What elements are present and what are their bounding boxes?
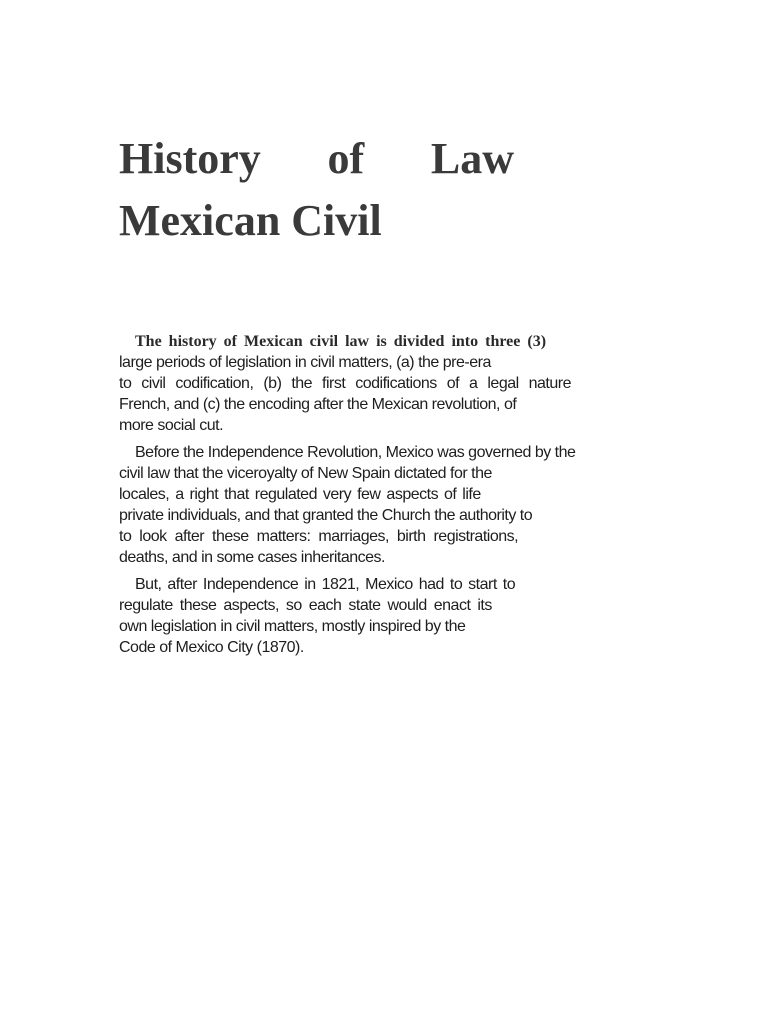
title-line-2: Mexican Civil: [119, 196, 382, 245]
text-line: regulate these aspects, so each state would enact its: [119, 597, 492, 614]
paragraph-2: [119, 442, 644, 568]
title-word: of: [327, 134, 365, 183]
text-line: to look after these matters: marriages, birth registrations,: [119, 528, 519, 545]
paragraph-1: [119, 331, 644, 436]
text-line: deaths, and in some cases inheritances.: [119, 549, 385, 566]
text-line: more social cut.: [119, 417, 224, 434]
text-line: Before the Independence Revolution, Mexico was governed by the: [135, 444, 576, 461]
text-line: But, after Independence in 1821, Mexico had to start to: [135, 576, 516, 593]
paragraph-3: [119, 574, 644, 658]
text-line: large periods of legislation in civil matters, (a) the pre-era: [119, 354, 491, 371]
title-word: Law: [430, 134, 514, 183]
text-line: French, and (c) the encoding after the Mexican revolution, of: [119, 396, 517, 413]
lead-line-text: The history of Mexican civil law is divided into three (3): [135, 333, 547, 350]
body-text: [119, 331, 644, 664]
text-line: civil law that the viceroyalty of New Spain dictated for the: [119, 465, 492, 482]
page-title: [119, 128, 519, 252]
text-line: private individuals, and that granted the Church the authority to: [119, 507, 533, 524]
text-line: locales, a right that regulated very few aspects of life: [119, 486, 481, 503]
title-word: History: [119, 134, 261, 183]
title-line-1: [119, 128, 514, 190]
text-line: [119, 331, 571, 352]
text-line: to civil codification, (b) the first codifications of a legal nature: [119, 375, 571, 392]
text-line: own legislation in civil matters, mostly inspired by the: [119, 618, 466, 635]
text-line: Code of Mexico City (1870).: [119, 639, 304, 656]
